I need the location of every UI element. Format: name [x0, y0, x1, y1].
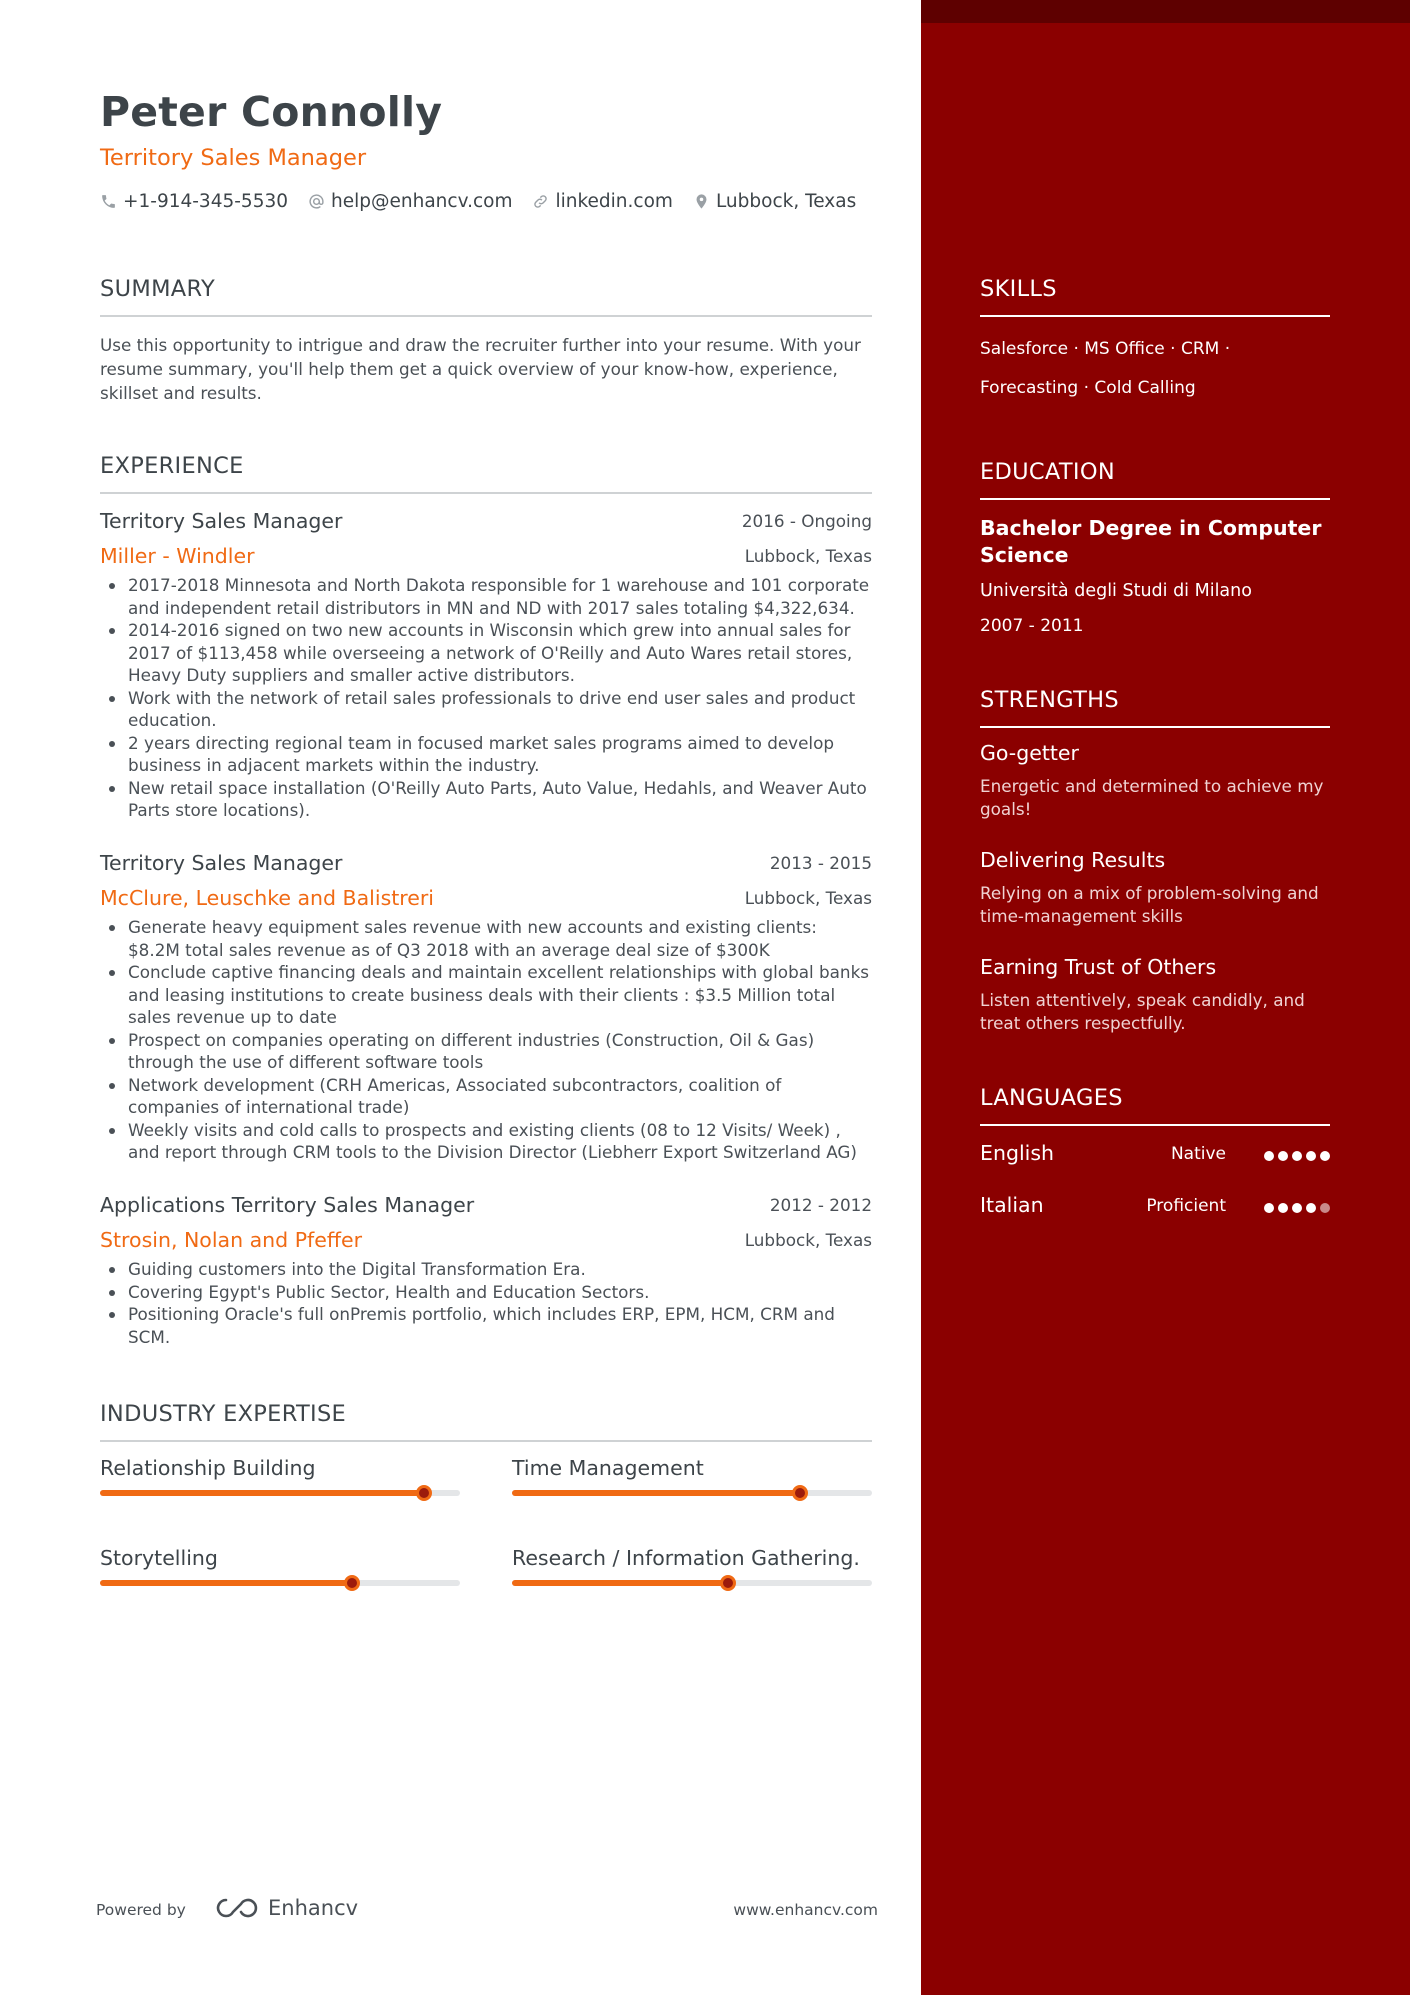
strength-description: Listen attentively, speak candidly, and treat others respectfully. — [980, 990, 1305, 1033]
job-bullet: 2 years directing regional team in focused market sales programs aimed to develop business in adjacent markets within the industry. — [100, 732, 872, 777]
job-bullet: Network development (CRH Americas, Associated subcontractors, coalition of companies of international trade) — [100, 1074, 872, 1119]
expertise-item — [100, 1456, 460, 1496]
skills-line: Forecasting · Cold Calling — [980, 378, 1196, 398]
contact-location — [693, 191, 856, 212]
strength-item — [980, 848, 1330, 927]
language-rating — [1260, 1151, 1330, 1161]
expertise-bar-fill — [100, 1580, 352, 1586]
skills-heading: SKILLS — [980, 276, 1057, 302]
language-dot — [1292, 1151, 1302, 1161]
job-dates: 2013 - 2015 — [769, 853, 872, 873]
job-entry — [100, 509, 872, 822]
language-rating — [1260, 1203, 1330, 1213]
sidebar-top-band — [921, 0, 1410, 23]
contact-linkedin[interactable] — [532, 191, 672, 212]
link-icon — [532, 193, 549, 210]
expertise-bar-fill — [100, 1490, 424, 1496]
expertise-bar-track — [512, 1490, 872, 1496]
education-degree: Bachelor Degree in Computer Science — [980, 516, 1322, 567]
footer — [96, 1896, 878, 1926]
enhancv-brand[interactable] — [214, 1896, 358, 1920]
expertise-item — [100, 1546, 460, 1586]
skills-list — [980, 330, 1330, 408]
phone-icon — [100, 193, 117, 210]
strength-item — [980, 955, 1330, 1034]
job-dates: 2012 - 2012 — [769, 1195, 872, 1215]
language-dot — [1320, 1151, 1330, 1161]
summary-divider — [100, 315, 872, 317]
skills-divider — [980, 315, 1330, 317]
summary-text: Use this opportunity to intrigue and draw the recruiter further into your resume. With your resume summary, you'll help them get a quick overview of your know-how, experience, skillset and results. — [100, 335, 861, 403]
expertise-bar-knob — [416, 1485, 432, 1501]
contact-location-text: Lubbock, Texas — [715, 191, 857, 212]
expertise-bar-track — [100, 1490, 460, 1496]
expertise-item — [512, 1546, 872, 1586]
powered-by-text: Powered by — [96, 1901, 186, 1919]
language-dot — [1320, 1203, 1330, 1213]
industry-expertise-heading: INDUSTRY EXPERTISE — [100, 1401, 347, 1427]
expertise-label: Storytelling — [100, 1546, 218, 1570]
job-role: Applications Territory Sales Manager — [100, 1193, 475, 1217]
contact-phone-text: +1-914-345-5530 — [123, 191, 289, 212]
language-name: Italian — [980, 1193, 1044, 1217]
expertise-bar-fill — [512, 1490, 800, 1496]
job-role: Territory Sales Manager — [100, 509, 343, 533]
candidate-name: Peter Connolly — [100, 88, 443, 136]
job-role: Territory Sales Manager — [100, 851, 343, 875]
expertise-bar-knob — [720, 1575, 736, 1591]
language-dot — [1264, 1203, 1274, 1213]
job-location: Lubbock, Texas — [744, 546, 872, 566]
language-level: Native — [1170, 1144, 1226, 1164]
job-bullet: New retail space installation (O'Reilly Auto Parts, Auto Value, Hedahls, and Weaver Auto Parts store locations). — [100, 777, 872, 822]
job-location: Lubbock, Texas — [744, 1230, 872, 1250]
experience-divider — [100, 492, 872, 494]
job-company: Miller - Windler — [100, 544, 255, 568]
job-bullet: Prospect on companies operating on different industries (Construction, Oil & Gas) through the use of different software tools — [100, 1029, 872, 1074]
education-school: Università degli Studi di Milano — [980, 581, 1252, 601]
expertise-bar-knob — [792, 1485, 808, 1501]
job-bullet: Conclude captive financing deals and maintain excellent relationships with global banks and leasing institutions to create business deals with their clients : $3.5 Million total sales revenue up to date — [100, 961, 872, 1029]
location-pin-icon — [693, 193, 710, 210]
expertise-bar-track — [512, 1580, 872, 1586]
strength-item — [980, 741, 1330, 820]
strengths-heading: STRENGTHS — [980, 687, 1119, 713]
language-level: Proficient — [1146, 1196, 1226, 1216]
language-dot — [1292, 1203, 1302, 1213]
job-bullets — [100, 1258, 872, 1348]
strength-description: Relying on a mix of problem-solving and time-management skills — [980, 883, 1319, 926]
enhancv-logo-icon — [214, 1896, 260, 1920]
job-entry — [100, 851, 872, 1164]
job-dates: 2016 - Ongoing — [741, 511, 872, 531]
strength-name: Go-getter — [980, 741, 1079, 765]
expertise-bar-knob — [344, 1575, 360, 1591]
expertise-bar-track — [100, 1580, 460, 1586]
job-bullet: 2014-2016 signed on two new accounts in Wisconsin which grew into annual sales for 2017 of $113,458 while overseeing a network of O'Reilly and Auto Wares retail stores, Heavy Duty suppliers and smaller active distributors. — [100, 619, 872, 687]
contact-bar — [100, 191, 876, 212]
job-bullet: Guiding customers into the Digital Transformation Era. — [100, 1258, 872, 1281]
job-bullet: Positioning Oracle's full onPremis portfolio, which includes ERP, EPM, HCM, CRM and SCM. — [100, 1303, 872, 1348]
skills-line: Salesforce · MS Office · CRM · — [980, 339, 1231, 359]
expertise-item — [512, 1456, 872, 1496]
job-bullet: 2017-2018 Minnesota and North Dakota responsible for 1 warehouse and 101 corporate and independent retail distributors in MN and ND with 2017 sales totaling $4,322,634. — [100, 574, 872, 619]
education-years: 2007 - 2011 — [980, 616, 1084, 636]
expertise-label: Relationship Building — [100, 1456, 316, 1480]
contact-email[interactable] — [308, 191, 512, 212]
contact-email-text: help@enhancv.com — [331, 191, 513, 212]
sidebar — [921, 0, 1410, 1995]
industry-expertise-divider — [100, 1440, 872, 1442]
expertise-bar-fill — [512, 1580, 728, 1586]
job-bullets — [100, 574, 872, 822]
language-dot — [1264, 1151, 1274, 1161]
experience-heading: EXPERIENCE — [100, 453, 244, 479]
languages-heading: LANGUAGES — [980, 1085, 1123, 1111]
education-divider — [980, 498, 1330, 500]
enhancv-brand-text: Enhancv — [268, 1896, 359, 1920]
language-item — [980, 1193, 1330, 1223]
job-bullet: Work with the network of retail sales professionals to drive end user sales and product education. — [100, 687, 872, 732]
language-item — [980, 1141, 1330, 1171]
at-icon — [308, 193, 325, 210]
job-bullet: Covering Egypt's Public Sector, Health and Education Sectors. — [100, 1281, 872, 1304]
strength-description: Energetic and determined to achieve my goals! — [980, 776, 1324, 819]
job-location: Lubbock, Texas — [744, 888, 872, 908]
language-dot — [1306, 1151, 1316, 1161]
expertise-label: Research / Information Gathering. — [512, 1546, 860, 1570]
strength-name: Earning Trust of Others — [980, 955, 1217, 979]
language-dot — [1278, 1203, 1288, 1213]
contact-phone[interactable] — [100, 191, 288, 212]
language-dot — [1278, 1151, 1288, 1161]
job-bullet: Weekly visits and cold calls to prospects and existing clients (08 to 12 Visits/ Week) , and report through CRM tools to the Division Director (Liebherr Export Switzerland AG) — [100, 1119, 872, 1164]
summary-heading: SUMMARY — [100, 276, 216, 302]
website-link[interactable]: www.enhancv.com — [733, 1901, 878, 1919]
education-heading: EDUCATION — [980, 459, 1115, 485]
strengths-divider — [980, 726, 1330, 728]
job-entry — [100, 1193, 872, 1348]
contact-linkedin-text: linkedin.com — [555, 191, 673, 212]
strength-name: Delivering Results — [980, 848, 1166, 872]
language-dot — [1306, 1203, 1316, 1213]
language-name: English — [980, 1141, 1055, 1165]
job-company: Strosin, Nolan and Pfeffer — [100, 1228, 363, 1252]
expertise-label: Time Management — [512, 1456, 704, 1480]
job-company: McClure, Leuschke and Balistreri — [100, 886, 434, 910]
languages-divider — [980, 1124, 1330, 1126]
candidate-title: Territory Sales Manager — [100, 145, 367, 171]
job-bullet: Generate heavy equipment sales revenue with new accounts and existing clients: $8.2M total sales revenue as of Q3 2018 with an average deal size of $300K — [100, 916, 872, 961]
job-bullets — [100, 916, 872, 1164]
